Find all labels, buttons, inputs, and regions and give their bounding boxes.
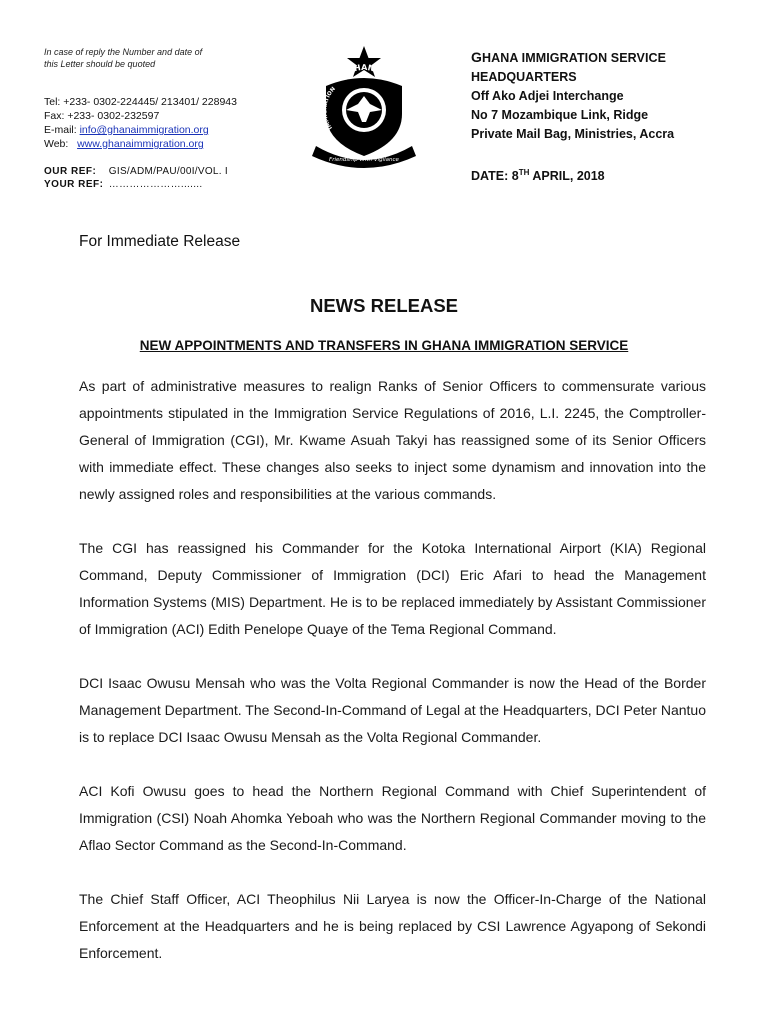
release-body <box>79 373 706 994</box>
email-link[interactable]: info@ghanaimmigration.org <box>79 124 209 136</box>
svg-text:GHANA <box>346 63 383 76</box>
organization-initial: G <box>471 49 482 65</box>
our-ref-row <box>44 165 228 178</box>
our-ref-label: OUR REF: <box>44 166 97 177</box>
email-label: E-mail: <box>44 124 77 136</box>
body-paragraph: The CGI has reassigned his Commander for the Kotoka International Airport (KIA) Regional Command, Deputy Commissioner of Immigration (DCI) Eric Afari to head the Management Information Systems (MIS) Department. He is to be replaced immediately by Assistant Commissioner of Immigration (ACI) Edith Penelope Quaye of the Tema Regional Command. <box>79 540 706 637</box>
crest-side-text: IMMIGRATION <box>322 86 337 131</box>
news-release-subtitle <box>0 338 768 353</box>
news-release-title: NEWS RELEASE <box>309 295 459 316</box>
subtitle-text: NEW APPOINTMENTS AND TRANSFERS IN GHANA IMMIGRATION SERVICE <box>139 338 629 353</box>
body-paragraph: DCI Isaac Owusu Mensah who was the Volta Regional Commander is now the Head of the Border Management Department. The Second-In-Command of Legal at the Headquarters, DCI Peter Nantuo is to replace DCI Isaac Owusu Mensah as the Volta Regional Commander. <box>79 675 706 745</box>
organization-name-rest: HANA IMMIGRATION SERVICE <box>482 51 667 65</box>
your-ref-row <box>44 178 228 191</box>
date-prefix: DATE: 8 <box>471 169 519 183</box>
headquarters-block <box>471 48 674 186</box>
release-date <box>471 163 674 186</box>
fax: Fax: +233- 0302-232597 <box>44 110 160 122</box>
address-line-2: No 7 Mozambique Link, Ridge <box>471 108 649 122</box>
immediate-release-label: For Immediate Release <box>79 233 241 250</box>
organization-name <box>471 48 674 68</box>
reference-block <box>44 165 228 191</box>
web-row <box>44 137 237 151</box>
body-paragraph: ACI Kofi Owusu goes to head the Northern Regional Command with Chief Superintendent of Immigration (CSI) Noah Ahomka Yeboah who was the Northern Regional Commander moving to the Aflao Sector Command as the Second-In-Command. <box>79 783 706 853</box>
web-label: Web: <box>44 138 69 150</box>
crest-top-text: GHANA <box>345 62 383 76</box>
motto-text: Friendship With Vigilance <box>329 157 399 163</box>
your-ref-label: YOUR REF: <box>44 179 104 190</box>
date-suffix: TH <box>518 168 530 177</box>
email-row <box>44 123 237 137</box>
address-line-3: Private Mail Bag, Ministries, Accra <box>471 127 675 141</box>
headquarters-label: HEADQUARTERS <box>471 70 577 84</box>
contact-block <box>44 95 237 151</box>
our-ref-value: GIS/ADM/PAU/00I/VOL. I <box>108 166 229 177</box>
web-link[interactable]: www.ghanaimmigration.org <box>77 138 204 150</box>
body-paragraph: As part of administrative measures to realign Ranks of Senior Officers to commensurate various appointments stipulated in the Immigration Service Regulations of 2016, L.I. 2245, the Comptroller-General of Immigration (CGI), Mr. Kwame Asuah Takyi has reassigned some of its Senior Officers with immediate effect. These changes also seeks to inject some dynamism and innovation into the newly assigned roles and responsibilities at the various commands. <box>79 378 706 502</box>
your-ref-value: …………………....... <box>108 179 203 190</box>
immigration-service-crest <box>302 44 426 172</box>
date-rest: APRIL, 2018 <box>529 169 605 183</box>
address-line-1: Off Ako Adjei Interchange <box>471 89 624 103</box>
telephone: Tel: +233- 0302-224445/ 213401/ 228943 <box>44 96 237 108</box>
body-paragraph: The Chief Staff Officer, ACI Theophilus Nii Laryea is now the Officer-In-Charge of the National Enforcement at the Headquarters and he is being replaced by CSI Lawrence Agyapong of Sekondi Enforcement. <box>79 891 706 961</box>
reply-note: In case of reply the Number and date of this Letter should be quoted <box>44 47 203 69</box>
